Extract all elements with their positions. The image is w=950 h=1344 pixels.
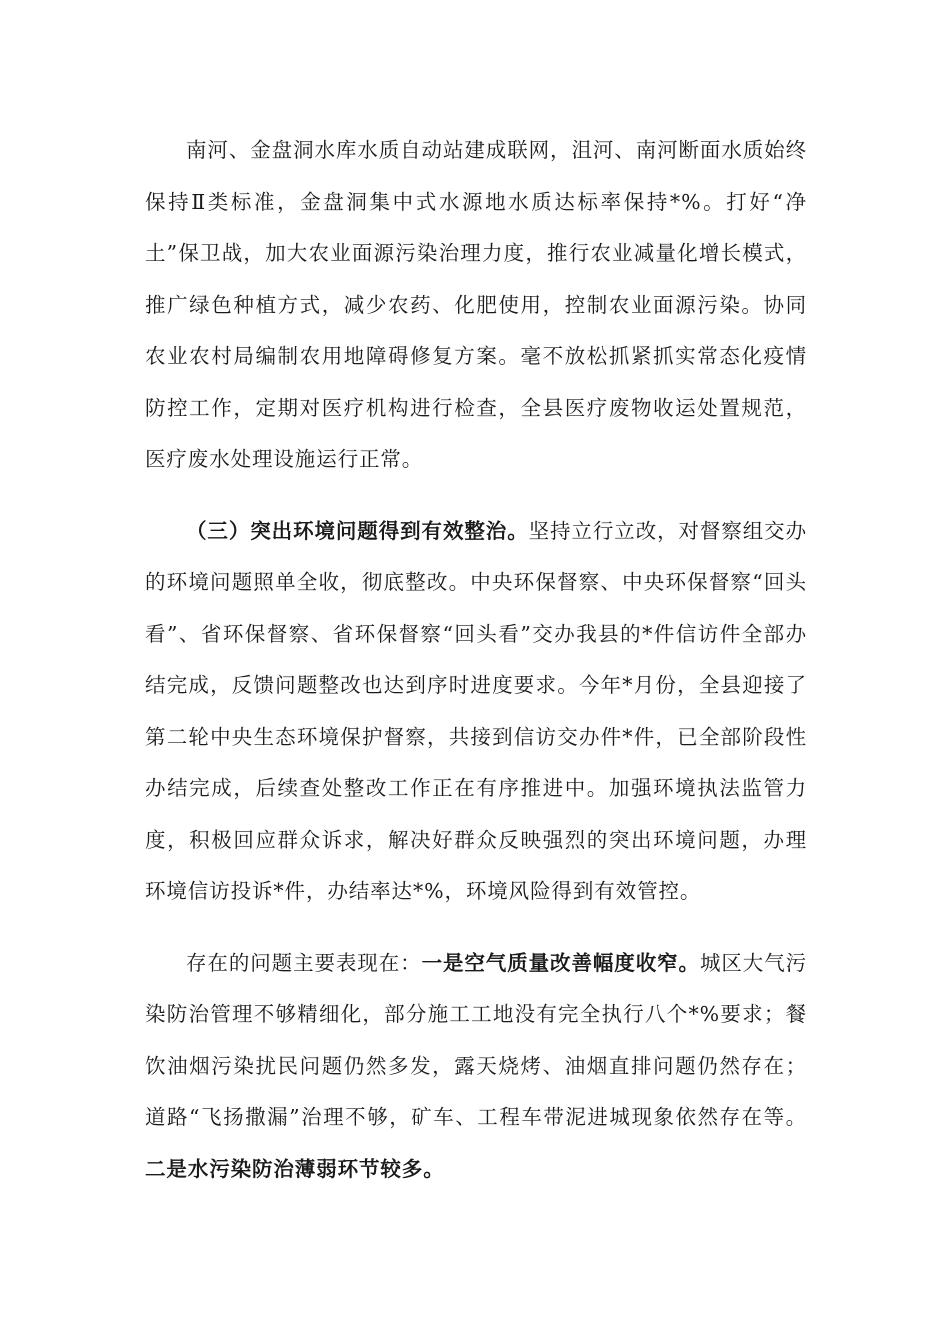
- paragraph-text: 城区大气污染防治管理不够精细化，部分施工工地没有完全执行八个*%要求；餐饮油烟污染扰民问题仍然多发，露天烧烤、油烟直排问题仍然存在；道路“飞扬撒漏”治理不够，矿车、工程车带泥进城现象依然存在等。: [145, 950, 808, 1129]
- paragraph-water-soil: [145, 125, 807, 486]
- paragraph-problems: [145, 938, 807, 1196]
- paragraph-text: 南河、金盘洞水库水质自动站建成联网，沮河、南河断面水质始终保持Ⅱ类标准，金盘洞集中式水源地水质达标率保持*%。打好“净土”保卫战，加大农业面源污染治理力度，推行农业减量化增长模式，推广绿色种植方式，减少农药、化肥使用，控制农业面源污染。协同农业农村局编制农用地障碍修复方案。毫不放松抓紧抓实常态化疫情防控工作，定期对医疗机构进行检查，全县医疗废物收运处置规范，医疗废水处理设施运行正常。: [145, 138, 807, 471]
- section-heading: （三）突出环境问题得到有效整治。: [186, 518, 529, 543]
- paragraph-text: 坚持立行立改，对督察组交办的环境问题照单全收，彻底整改。中央环保督察、中央环保督察“回头看”、省环保督察、省环保督察“回头看”交办我县的*件信访件全部办结完成，反馈问题整改也达到序时进度要求。今年*月份，全县迎接了第二轮中央生态环境保护督察，共接到信访交办件*件，已全部阶段性办结完成，后续查处整改工作正在有序推进中。加强环境执法监管力度，积极回应群众诉求，解决好群众反映强烈的突出环境问题，办理环境信访投诉*件，办结率达*%，环境风险得到有效管控。: [145, 518, 807, 903]
- document-page: [145, 125, 807, 1195]
- problem-point-1: 一是空气质量改善幅度收窄。: [421, 950, 700, 975]
- paragraph-intro: 存在的问题主要表现在：: [186, 950, 422, 975]
- paragraph-environment-issues: [145, 506, 807, 918]
- problem-point-2: 二是水污染防治薄弱环节较多。: [145, 1156, 445, 1181]
